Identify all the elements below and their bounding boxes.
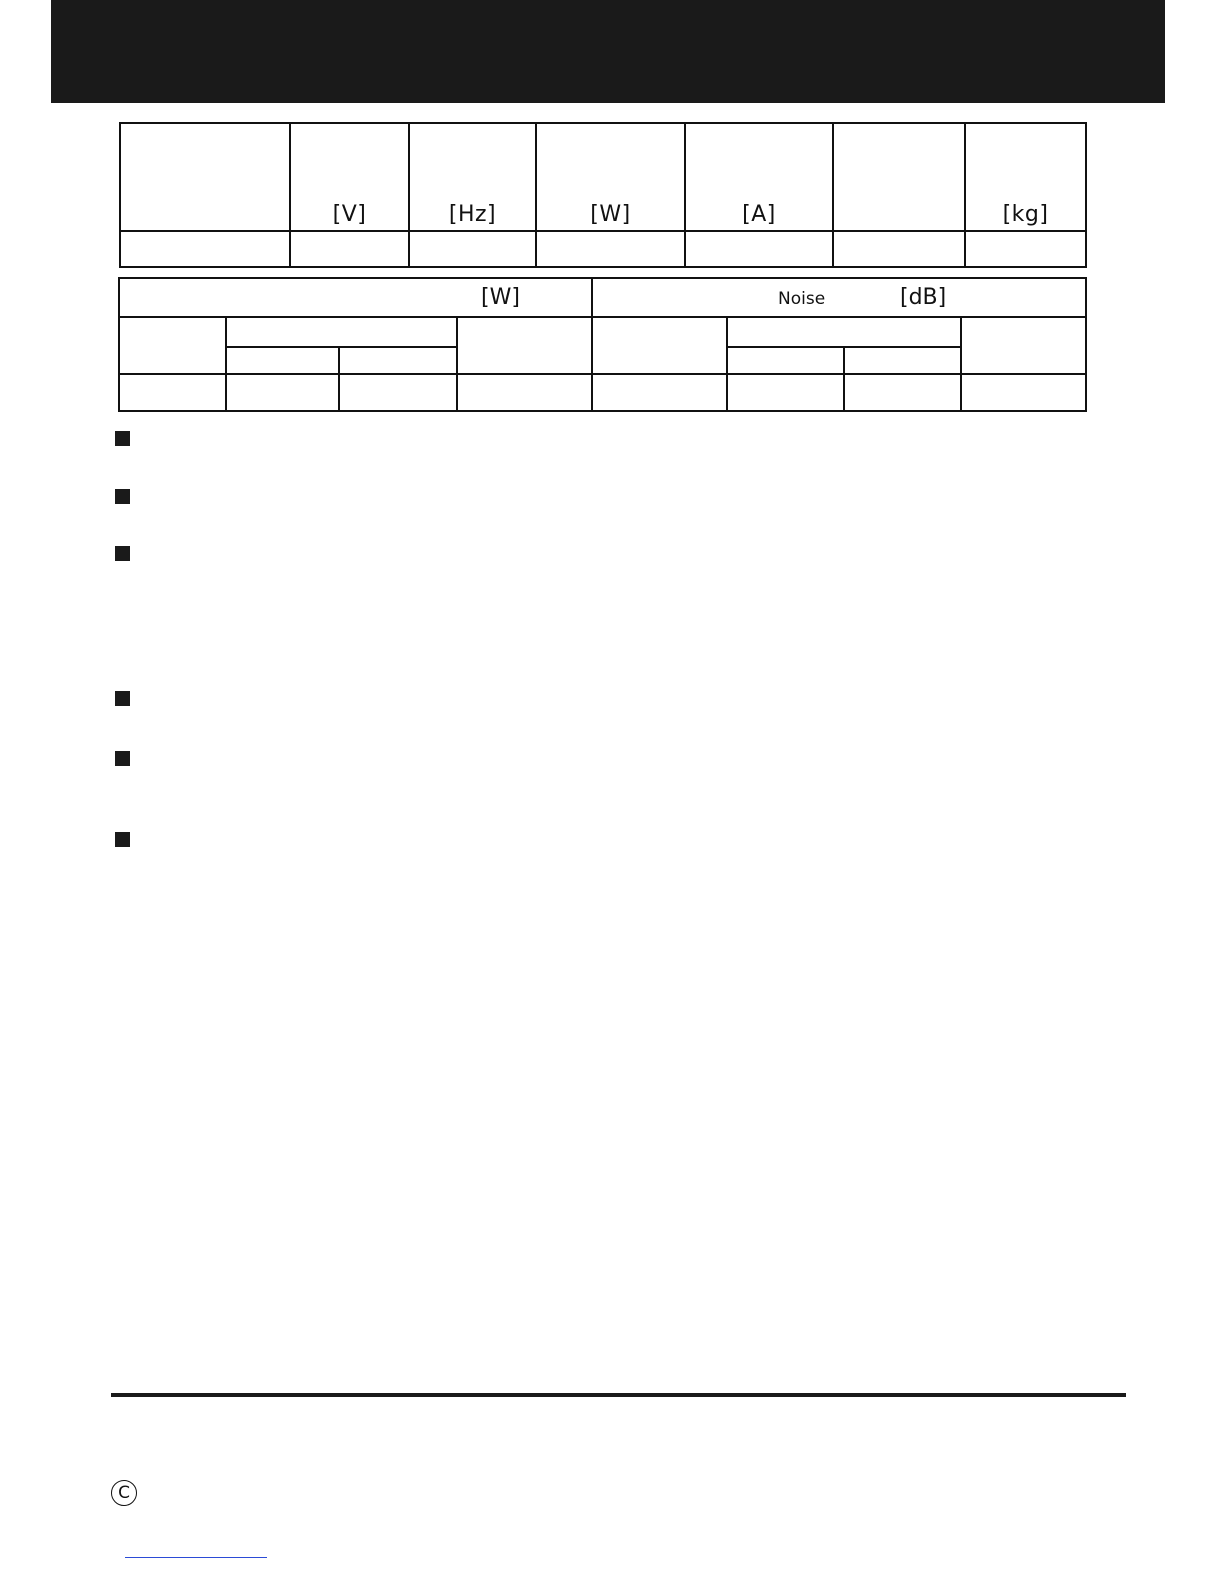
power-unit: [W] xyxy=(481,285,520,310)
copyright-icon: C xyxy=(111,1480,137,1506)
unit-current: [A] xyxy=(742,202,776,227)
unit-frequency: [Hz] xyxy=(448,202,497,227)
power-caption-cell xyxy=(119,278,592,317)
noise-cell xyxy=(961,374,1086,411)
spec-cell xyxy=(290,231,409,267)
noise-caption-cell xyxy=(592,278,1086,317)
spec-header-voltage xyxy=(290,123,409,231)
noise-subheader-group xyxy=(727,317,961,347)
square-bullet-icon xyxy=(115,431,130,446)
power-subheader xyxy=(339,347,457,374)
power-subheader xyxy=(119,317,226,375)
noise-subheader xyxy=(961,317,1086,375)
power-subheader xyxy=(457,317,592,375)
link-underline[interactable] xyxy=(125,1557,267,1558)
square-bullet-icon xyxy=(115,489,130,504)
noise-subheader xyxy=(592,317,727,375)
unit-voltage: [V] xyxy=(332,202,367,227)
spec-header-model xyxy=(120,123,290,231)
power-cell xyxy=(457,374,592,411)
spec-cell xyxy=(120,231,290,267)
spec-cell xyxy=(409,231,536,267)
square-bullet-icon xyxy=(115,691,130,706)
spec-header-power xyxy=(536,123,685,231)
spec-header-frequency xyxy=(409,123,536,231)
power-cell xyxy=(119,374,226,411)
spec-table xyxy=(119,122,1087,268)
spec-cell xyxy=(685,231,833,267)
spec-header-class xyxy=(833,123,965,231)
spec-cell xyxy=(965,231,1086,267)
noise-cell xyxy=(592,374,727,411)
unit-power: [W] xyxy=(590,202,631,227)
noise-subheader xyxy=(727,347,844,374)
spec-header-current xyxy=(685,123,833,231)
power-cell xyxy=(226,374,339,411)
spec-header-weight xyxy=(965,123,1086,231)
header-bar xyxy=(51,0,1165,103)
power-noise-table xyxy=(118,277,1087,412)
square-bullet-icon xyxy=(115,751,130,766)
power-cell xyxy=(339,374,457,411)
unit-weight: [kg] xyxy=(1002,202,1049,227)
noise-cell xyxy=(844,374,961,411)
square-bullet-icon xyxy=(115,832,130,847)
noise-cell xyxy=(727,374,844,411)
footer-divider xyxy=(111,1393,1126,1397)
power-subheader-group xyxy=(226,317,457,347)
noise-unit: [dB] xyxy=(900,285,947,310)
power-subheader xyxy=(226,347,339,374)
spec-cell xyxy=(536,231,685,267)
spec-cell xyxy=(833,231,965,267)
noise-subheader xyxy=(844,347,961,374)
square-bullet-icon xyxy=(115,546,130,561)
noise-label: Noise xyxy=(778,289,826,309)
